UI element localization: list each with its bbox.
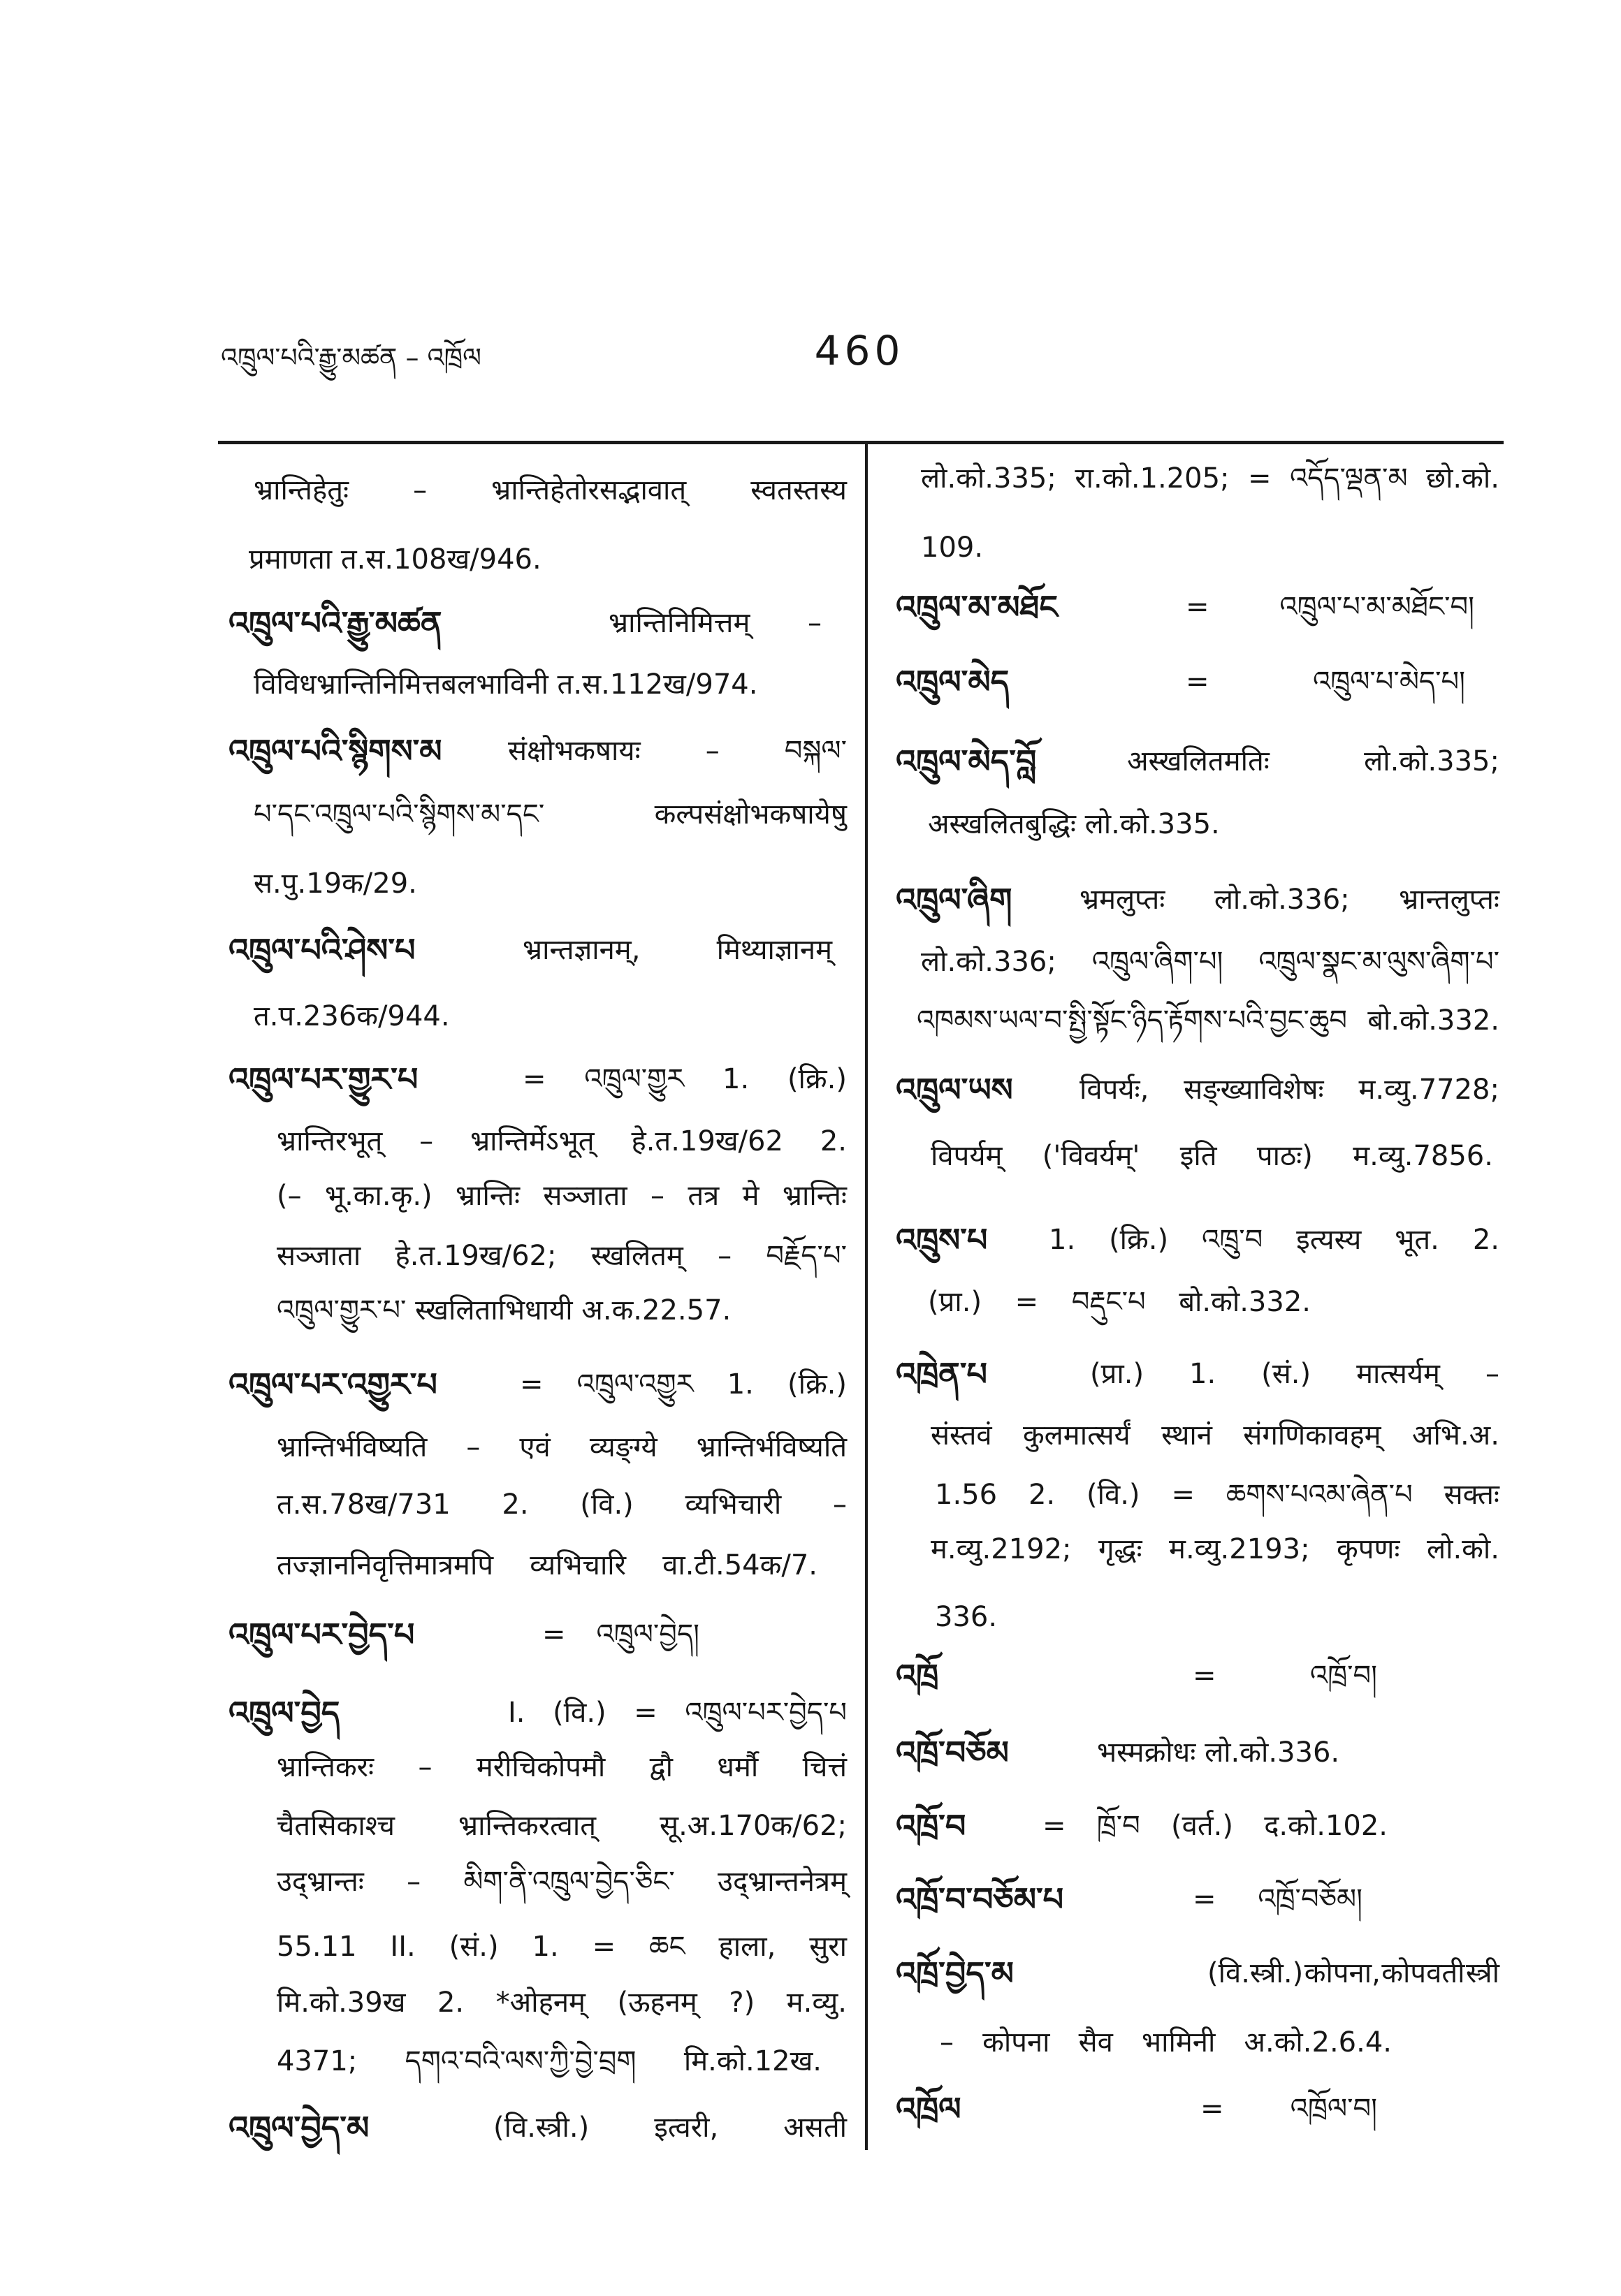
headword: འཁྲུལ་པར་འགྱུར་པ [228,1366,437,1403]
word: स्वतस्तस्य [750,474,847,506]
word: – [832,1489,847,1521]
word: मि.को.12ख. [683,2045,822,2077]
word: ཆང [649,1931,685,1963]
entry-line [0,1880,1621,1919]
word: འཁྲོ་བ། [1309,1660,1377,1692]
entry-text [931,1136,1493,1176]
headword: འཁྲོ་བ [896,1807,966,1845]
word: (सं.) [1261,1358,1311,1390]
headword: འཁྲུལ་ཡས [896,1071,1013,1109]
entry-text: 336. [935,1601,998,1633]
word: = [1186,591,1209,623]
word: = [520,1368,544,1401]
word: 55.11 [277,1931,357,1963]
word: འཁྲུལ་བྱེད། [596,1618,699,1651]
entry-line [0,805,1621,844]
word: (क्रि.) [787,1368,847,1401]
word: འཁྲུལ་སྣང་མ་ལུས་ཞིག་པ་ [1258,946,1499,978]
entry-line [0,1001,1621,1040]
word: भूत. [1395,1224,1439,1256]
word: = [523,1063,546,1095]
word: (वर्त.) [1171,1810,1233,1842]
entry-line [0,459,1621,498]
word: गृद्धः [1098,1533,1142,1565]
word: भ्रान्तिर्मेऽभूत् [470,1125,595,1157]
headword: འཁྲུལ་བྱེད [228,1694,340,1732]
word: संस्तवं [931,1419,992,1452]
word: – [1485,1358,1499,1390]
word: कृपणः [1337,1533,1400,1565]
word: = [1171,1479,1195,1511]
entry-line [0,942,1621,981]
word: = [1193,1883,1216,1915]
word: ?) [729,1987,755,2019]
word: – [419,1125,434,1157]
word: म.व्यु. [786,1987,847,2019]
word: एवं [519,1431,551,1463]
entry-text: अस्खलितबुद्धिः लो.को.335. [928,808,1220,840]
word: व्यभिचारि [530,1549,627,1581]
headword: འཁྲོ་བཅོམ [896,1734,1009,1771]
entry-text [1042,1806,1388,1845]
entry-text [1207,1954,1499,1993]
word: (वि.स्त्री.) [1207,1957,1304,1989]
word: मि.को.39ख [277,1987,406,2019]
word: भामिनी [1141,2026,1216,2059]
word: धर्मौ [717,1751,759,1783]
entry-line [0,1282,1621,1322]
headword: འཁྲུལ་ཞིག [896,881,1012,919]
word: कल्पसंक्षोभकषायेषु [654,798,847,831]
headword: འཁྲུལ་པར་བྱེད་པ [228,1616,415,1653]
entry-line [0,1220,1621,1259]
entry-text [928,1282,1311,1322]
word: 1. [727,1368,754,1401]
word: सञ्जाता [543,1180,627,1212]
entry-text [935,1475,1499,1514]
word: पाठः) [1256,1140,1313,1172]
headword: འཁྲུལ་མ་མཐོང [896,588,1058,626]
word: स्थानं [1161,1419,1212,1452]
word: (क्रि.) [787,1063,847,1095]
word: (वि.) [553,1697,606,1729]
word: – [407,1866,421,1898]
entry-line [0,2023,1621,2062]
entry-text [921,459,1499,498]
word: བརྗོད་པ་ [766,1240,847,1272]
word: कोपवती [1381,1957,1465,1989]
word: = [634,1697,657,1729]
word: ('विवर्यम्' [1042,1140,1140,1172]
headword: འཁྲུལ་མེད་བློ [896,743,1037,780]
word: उद्भ्रान्तनेत्रम् [718,1866,847,1898]
headword: འཁྲོ [896,1657,939,1695]
word: (प्रा.) [1090,1358,1144,1390]
word: विपर्यः, [1080,1074,1149,1106]
word: सैव [1078,2026,1113,2059]
entry-line [0,528,1621,567]
word: = [542,1618,566,1651]
word: सुरा [809,1931,847,1963]
headword: འཁྲུལ་པའི་ཤེས་པ [228,931,416,969]
entry-line [0,1954,1621,1993]
entry-text [1193,1880,1362,1919]
headword: འཁྲོ་བ་བཅོམ་པ [896,1880,1064,1918]
word: ཆགས་པའམ་ཞེན་པ [1226,1479,1413,1511]
word: ཁྲོ་བ [1096,1810,1140,1842]
word: – [466,1431,481,1463]
headword: འཁྲུས་པ [896,1221,988,1259]
word: व्यङ्ग्ये [589,1431,657,1463]
word: = [592,1931,616,1963]
word: बो.को.332. [1179,1286,1311,1318]
headword: འཁྲོ་བྱེད་མ [896,1954,1014,1992]
word: रा.को.1.205; [1075,462,1230,495]
word: लो.को.336; [1214,884,1350,916]
word: (– [277,1180,302,1212]
word: = [1186,666,1209,698]
word: འཁྲུལ་པར་བྱེད་པ [685,1697,847,1729]
word: = [1193,1660,1216,1692]
word: भ्रान्तिहेतोरसद्भावात् [491,474,687,506]
word: – [705,735,720,767]
word: छो.को. [1426,462,1499,495]
word: सक्तः [1444,1479,1499,1511]
word: = [1015,1286,1039,1318]
word: भ्रान्तिकरत्वात् [458,1810,597,1842]
entry-text [1200,2089,1377,2128]
word: འཁྲུལ་ཞིག་པ། [1091,946,1223,978]
word: चित्तं [802,1751,847,1783]
word: འཁྲོ་བཅོམ། [1258,1883,1362,1915]
word: – [808,607,822,639]
word: कोपना, [1304,1957,1381,1989]
entry-text [1186,662,1465,701]
word: – [718,1240,732,1272]
word: उद्भ्रान्तः [277,1866,364,1898]
word: 4371; [277,2045,358,2077]
page-number: 460 [814,327,905,374]
word: विपर्यम् [931,1140,1003,1172]
word: व्यभिचारी [685,1489,782,1521]
entry-text [1186,587,1474,627]
entry-line [0,1136,1621,1176]
word: – [940,2026,954,2059]
entry-line [0,1354,1621,1394]
entry-text [931,1530,1499,1569]
entry-line [0,662,1621,701]
word: सङ्ख्याविशेषः [1184,1074,1324,1106]
word: པ་དང་འཁྲུལ་པའི་སྙིགས་མ་དང་ [254,798,545,831]
word: इत्वरी, [654,2112,719,2144]
word: भ्रान्तिः [456,1180,521,1212]
entry-text: त.प.236क/944. [254,1000,450,1032]
entry-line [0,1176,1621,1215]
entry-text: 109. [921,532,984,564]
word: = [1200,2093,1224,2125]
entry-line [0,2089,1621,2128]
word: 2. [1472,1224,1499,1256]
word: भ्रान्तिहेतुः [254,474,349,506]
entry-line [0,1070,1621,1109]
word: म.व्यु.7728; [1358,1074,1499,1106]
word: स्खलितम् [590,1240,683,1272]
word: འཁྲུལ་པ་མ་མཐོང་བ། [1279,591,1474,623]
entry-line [0,1597,1621,1637]
word: सू.अ.170क/62; [660,1810,847,1842]
entry-text [1193,1656,1377,1695]
word: हाला, [718,1931,776,1963]
word: चैतसिकाश्च [277,1810,395,1842]
word: (वि.) [580,1489,634,1521]
headword: འཁྲུལ་བྱེད་མ [228,2109,370,2147]
word: 2. [437,1987,465,2019]
entry-text [940,2023,1392,2062]
headword: འཁྲུལ་པར་གྱུར་པ [228,1060,419,1098]
word: (वि.) [1086,1479,1140,1511]
headword: འཁྲུལ་པའི་སྙིགས་མ [228,732,442,770]
word: अ.को.2.6.4. [1244,2026,1392,2059]
headword: འཁྲུལ་མེད [896,663,1010,701]
word: = [1042,1810,1066,1842]
word: འཁྲུ་བ [1202,1224,1263,1256]
word: འཁྲུལ་པ་མེད་པ། [1312,666,1465,698]
entry-text [1127,742,1499,781]
entry-text: भस्मक्रोधः लो.को.336. [1097,1736,1340,1769]
entry-text [917,1001,1499,1040]
entry-line [0,1475,1621,1514]
word: वा.टी.54क/7. [662,1549,817,1581]
entry-text [1080,1070,1499,1109]
entry-text [931,1416,1499,1455]
entry-line [0,1416,1621,1455]
word: तत्र [688,1180,720,1212]
word: कुलमात्सर्यं [1022,1419,1131,1452]
word: भ्रान्तिनिमित्तम् [609,607,750,639]
word: (प्रा.) [928,1286,982,1318]
word: असती [783,2112,847,2144]
word: तज्ज्ञाननिवृत्तिमात्रमपि [277,1549,494,1581]
word: འཁྲུལ་གྱུར [584,1063,685,1095]
word: 1. [1049,1224,1076,1256]
word: भ्रान्तज्ञानम्, [523,934,641,966]
entry-text: विविधभ्रान्तिनिमित्तबलभाविनी त.स.112ख/974. [254,668,758,701]
word: भ्रान्तिर्भविष्यति [277,1431,428,1463]
entry-text [1090,1354,1499,1394]
word: 2. [820,1125,847,1157]
word: लो.को.336; [921,946,1056,978]
word: द.को.102. [1264,1810,1388,1842]
word: त.स.78ख/731 [277,1489,451,1521]
word: (क्रि.) [1109,1224,1169,1256]
word: འདོད་ལྡན་མ [1290,462,1408,495]
word: II. [390,1931,416,1963]
entry-text [1080,880,1499,919]
headword: འཁྲེན་པ [896,1355,988,1393]
word: बो.को.332. [1367,1004,1499,1037]
entry-line [0,587,1621,627]
word: भू.का.कृ.) [324,1180,432,1212]
word: 1.56 [935,1479,998,1511]
word: 2. [502,1489,529,1521]
word: – [650,1180,665,1212]
word: *ओहनम् [495,1987,586,2019]
word: संक्षोभकषायः [508,735,641,767]
header-rule [218,441,1504,444]
word: མིག་ནི་འཁྲུལ་བྱེད་ཅིང་ [463,1866,675,1898]
entry-line [0,880,1621,919]
entry-text [508,1693,847,1732]
word: संगणिकावहम् [1243,1419,1381,1452]
word: इत्यस्य [1296,1224,1362,1256]
word: अस्खलितमतिः [1127,745,1270,777]
word: कोपना [982,2026,1050,2059]
word: འཁྲོལ་བ། [1290,2093,1377,2125]
word: དགའ་བའི་ལས་ཀྱི་བྱེ་བྲག [405,2045,637,2077]
word: म.व्यु.2193; [1169,1533,1310,1565]
word: བརྡུང་པ [1071,1286,1146,1318]
word: (वि.स्त्री.) [493,2112,590,2144]
word: स्त्री [1465,1957,1499,1989]
word: – [413,474,428,506]
word: मरीचिकोपमौ [476,1751,606,1783]
word: अभि.अ. [1411,1419,1499,1452]
word: 1. [1189,1358,1216,1390]
word: लो.को.335; [921,462,1056,495]
word: भ्रमलुप्तः [1080,884,1165,916]
entry-text: प्रमाणता त.स.108ख/946. [249,543,541,576]
word: 2. [1028,1479,1056,1511]
word: भ्रान्तिर्भविष्यति [696,1431,847,1463]
word: भ्रान्तिः [782,1180,847,1212]
word: भ्रान्तलुप्तः [1399,884,1499,916]
word: – [418,1751,432,1783]
word: = [1248,462,1272,495]
word: 1. [532,1931,559,1963]
headword: འཁྲུལ་པའི་རྒྱུ་མཚན [228,604,442,642]
entry-text [921,942,1499,981]
word: I. [508,1697,525,1729]
entry-text [1049,1220,1499,1259]
entry-line [0,1733,1621,1772]
entry-text: འཁྲུལ་གྱུར་པ་ स्खलिताभिधायी अ.क.22.57. [277,1294,732,1326]
word: भ्रान्तिकरः [277,1751,375,1783]
word: सञ्जाता [277,1240,361,1272]
word: म.व्यु.2192; [931,1533,1072,1565]
entry-text [277,1176,847,1215]
word: मे [742,1180,759,1212]
running-head: འཁྲུལ་པའི་རྒྱུ་མཚན – འཁྲོལ [221,342,481,373]
word: འཁྲུལ་འགྱུར [576,1368,694,1401]
word: (सं.) [449,1931,499,1963]
entry-line [0,742,1621,781]
word: लो.को.335; [1364,745,1499,777]
word: (ऊहनम् [617,1987,697,2019]
headword: འཁྲོལ [896,2090,961,2128]
word: भ्रान्तिरभूत् [277,1125,383,1157]
entry-line [0,1806,1621,1845]
entry-line [0,1693,1621,1732]
word: हे.त.19ख/62; [395,1240,557,1272]
word: བསྐལ་ [784,735,847,767]
entry-line [0,1656,1621,1695]
word: འཁམས་ཡལ་བ་སྤྱི་སྟོང་ཉིད་རྟོགས་པའི་བྱང་ཆུབ [917,1004,1347,1037]
entry-text: स.पु.19क/29. [254,868,417,900]
word: लो.को. [1426,1533,1499,1565]
word: मात्सर्यम् [1356,1358,1440,1390]
word: इति [1179,1140,1217,1172]
word: म.व्यु.7856. [1353,1140,1493,1172]
word: 1. [722,1063,750,1095]
entry-line [0,1530,1621,1569]
word: मिथ्याज्ञानम् [716,934,832,966]
word: हे.त.19ख/62 [631,1125,783,1157]
word: द्वौ [649,1751,674,1783]
